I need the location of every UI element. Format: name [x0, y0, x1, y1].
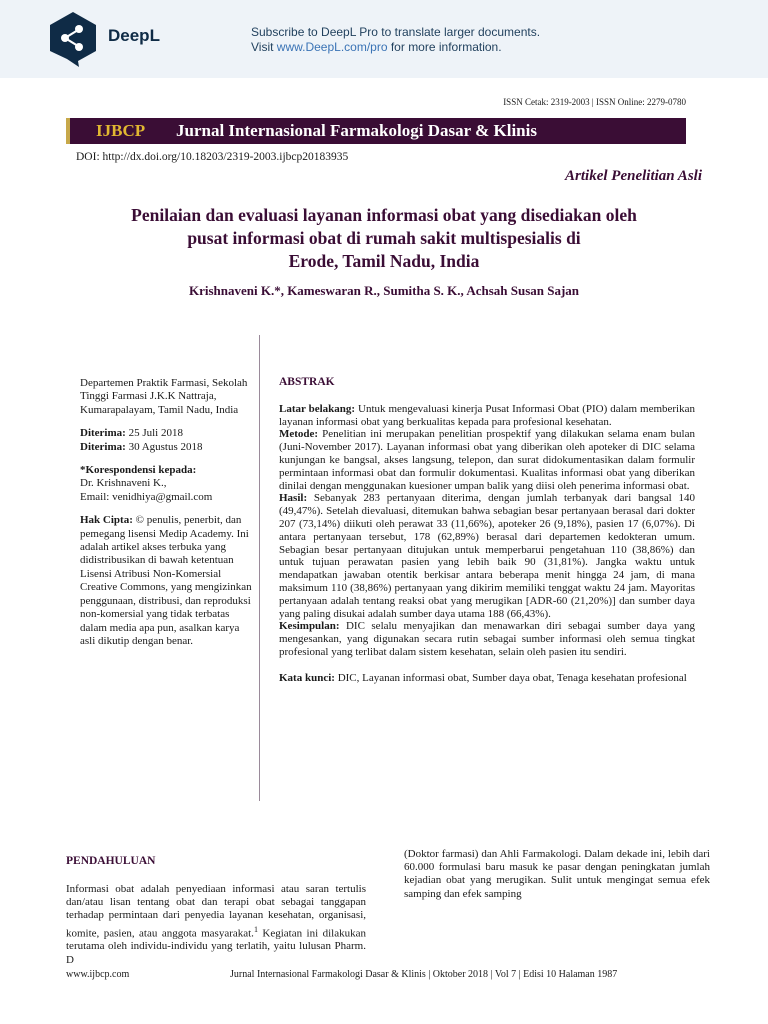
- conclusion-label: Kesimpulan:: [279, 620, 340, 633]
- subscribe-text: Subscribe to DeepL Pro to translate larger documents.: [251, 25, 541, 39]
- deepl-pro-link[interactable]: www.DeepL.com/pro: [276, 40, 388, 54]
- intro-text-b: Kegiatan ini dilakukan terutama oleh individu-individu yang terlatih, yaitu lulusan Pharm. D: [66, 927, 366, 966]
- correspondence-label: *Korespondensi kepada:: [80, 464, 197, 477]
- correspondence: [80, 464, 252, 504]
- article-title: [60, 204, 708, 273]
- introduction-left-text: [66, 883, 366, 967]
- keywords-label: Kata kunci:: [279, 671, 335, 684]
- title-line: pusat informasi obat di rumah sakit multispesialis di: [187, 228, 581, 248]
- article-info-column: [80, 377, 252, 658]
- accepted-date: [80, 441, 252, 454]
- title-line: Erode, Tamil Nadu, India: [288, 251, 480, 271]
- copyright-text: © penulis, penerbit, dan pemegang lisensi Medip Academy. Ini adalah artikel akses terbuka yang didistribusikan di bawah ketentuan Lisensi Atribusi Non-Komersial Creative Commons, yang mengizinkan penggunaan, distribusi, dan reproduksi non-komersial yang tidak terbatas dalam media apa pun, asalkan karya asli dikutip dengan benar.: [80, 514, 252, 647]
- deepl-brand-name: DeepL: [108, 26, 160, 45]
- citation-ref[interactable]: 1: [253, 924, 258, 934]
- author-list: Krishnaveni K.*, Kameswaran R., Sumitha S. K., Achsah Susan Sajan: [188, 283, 580, 298]
- deepl-logo-icon: [46, 10, 100, 68]
- footer-citation: Jurnal Internasional Farmakologi Dasar & Klinis | Oktober 2018 | Vol 7 | Edisi 10 Halaman 1987: [230, 969, 618, 980]
- abstract-methods: [279, 428, 695, 492]
- accepted-value: 30 Agustus 2018: [125, 440, 203, 453]
- keywords-text: DIC, Layanan informasi obat, Sumber daya obat, Tenaga kesehatan profesional: [334, 671, 687, 684]
- methods-text: Penelitian ini merupakan penelitian prospektif yang dilakukan selama enam bulan (Juni-November 2017). Layanan informasi obat yang diberikan oleh apoteker di DIC selama kunjungan ke bangsal, akses langsung, telepon, dan surat didokumentasikan dalam formulir permintaan informasi obat dan formulir dokumentasi. Kualitas informasi obat yang diberikan dinilai dengan menggunakan kuesioner umpan balik yang diisi oleh penerima informasi obat.: [279, 428, 695, 492]
- abstract-background: [279, 403, 695, 429]
- results-label: Hasil:: [279, 492, 308, 505]
- correspondence-email[interactable]: Email: venidhiya@gmail.com: [80, 490, 213, 503]
- abstract-heading: ABSTRAK: [279, 376, 335, 388]
- journal-abbreviation: IJBCP: [96, 121, 146, 140]
- deepl-banner: [0, 0, 768, 78]
- received-value: 25 Juli 2018: [125, 427, 183, 440]
- column-divider: [259, 335, 260, 801]
- background-text: Untuk mengevaluasi kinerja Pusat Informasi Obat (PIO) dalam memberikan layanan informasi obat yang berkualitas kepada para profesional kesehatan.: [279, 402, 695, 428]
- conclusion-text: DIC selalu menyajikan dan menawarkan diri sebagai sumber daya yang mengesankan, yang digunakan secara rutin sebagai sumber informasi oleh semua tingkat profesional yang terlibat dalam sistem kesehatan, selain oleh pasien itu sendiri.: [279, 620, 695, 658]
- journal-title-bar: [66, 118, 686, 144]
- results-text: Sebanyak 283 pertanyaan diterima, dengan jumlah terbanyak dari bangsal 140 (49,47%). Setelah dievaluasi, ditemukan bahwa sebagian besar pertanyaan berasal dari dokter 207 (73,14%) diikuti oleh perawat 33 (11,66%), apoteker 26 (9,18%), pasien 17 (6,07%). Di antara pertanyaan tersebut, 178 (62,89%) berasal dari departemen kedokteran umum. Sebagian besar pertanyaan ditujukan untuk memperbarui pengetahuan 110 (38,86%) dan untuk tujuan perawatan pasien yang lebih baik 90 (31,81%). Jangka waktu untuk mendapatkan jawaban otentik berkisar antara beberapa menit hingga 24 jam, di mana maksimum 110 (38,86%) pertanyaan yang dikirim memiliki tenggat waktu 24 jam. Mayoritas pertanyaan adalah tentang reaksi obat yang merugikan [ADR-60 (21,20%)] dan sumber daya yang paling disukai adalah sumber daya utama 188 (66,43%).: [279, 492, 695, 620]
- article-type: Artikel Penelitian Asli: [565, 168, 702, 184]
- footer-site[interactable]: www.ijbcp.com: [66, 969, 130, 980]
- issn-line: ISSN Cetak: 2319-2003 | ISSN Online: 2279-0780: [503, 97, 686, 107]
- methods-label: Metode:: [279, 428, 319, 441]
- journal-name: Jurnal Internasional Farmakologi Dasar & Klinis: [176, 121, 537, 140]
- received-date: [80, 427, 252, 440]
- background-label: Latar belakang:: [279, 402, 356, 415]
- visit-prefix: Visit: [251, 40, 277, 54]
- visit-suffix: for more information.: [387, 40, 502, 54]
- affiliation: Departemen Praktik Farmasi, Sekolah Tinggi Farmasi J.K.K Nattraja, Kumarapalayam, Tamil Nadu, India: [80, 377, 248, 416]
- abstract: [279, 376, 695, 685]
- title-line: Penilaian dan evaluasi layanan informasi obat yang disediakan oleh: [131, 205, 637, 225]
- introduction-right-text: (Doktor farmasi) dan Ahli Farmakologi. Dalam dekade ini, lebih dari 60.000 formulasi baru masuk ke pasar dengan peningkatan jumlah kejadian obat yang merugikan. Sulit untuk mengingat semua efek samping dan efek samping: [404, 848, 710, 900]
- accepted-label: Diterima:: [80, 440, 126, 453]
- intro-text-a: Informasi obat adalah penyediaan informasi atau saran tertulis dan/atau lisan tentang obat dan terapi obat sebagai tanggapan terhadap permintaan dari penyedia layanan kesehatan, organisasi, komite, pasien, atau anggota masyarakat.: [66, 883, 366, 940]
- visit-text: [251, 40, 502, 54]
- copyright-label: Hak Cipta:: [80, 514, 133, 527]
- correspondence-name: Dr. Krishnaveni K.,: [80, 477, 167, 490]
- copyright-notice: [80, 514, 252, 648]
- doi-line[interactable]: DOI: http://dx.doi.org/10.18203/2319-2003.ijbcp20183935: [76, 151, 349, 163]
- abstract-conclusion: [279, 620, 695, 658]
- received-label: Diterima:: [80, 427, 126, 440]
- keywords: [279, 672, 695, 685]
- abstract-results: [279, 492, 695, 620]
- introduction-heading: PENDAHULUAN: [66, 855, 156, 867]
